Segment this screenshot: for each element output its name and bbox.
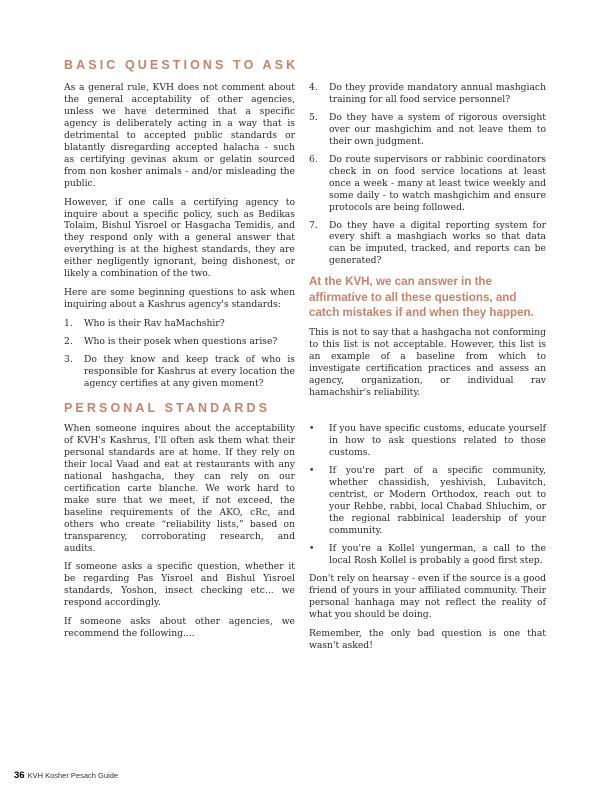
list-item: [309, 543, 546, 567]
question-item: [309, 154, 546, 214]
paragraph: Remember, the only bad question is one that wasn't asked!: [309, 628, 546, 652]
item-number: 1.: [64, 318, 73, 330]
item-text: Do they have a digital reporting system for every shift a mashgiach works so that data can be imputed, tracked, and reports can be generated?: [329, 219, 546, 267]
publication-title: KVH Kosher Pesach Guide: [27, 771, 119, 780]
paragraph: This is not to say that a hashgacha not conforming to this list is not acceptable. However, this list is an example of a baseline from which to investigate certification practices and assess an agency, organization, or individual rav hamachshir's reliability.: [309, 327, 546, 398]
question-item: [309, 112, 546, 148]
item-text: Do they have a system of rigorous oversight over our mashgichim and not leave them to their own judgment.: [329, 111, 546, 147]
recommendation-list: [309, 423, 546, 566]
item-text: Who is their posek when questions arise?: [84, 336, 278, 348]
list-item: [309, 465, 546, 537]
item-text: Who is their Rav haMachshir?: [84, 318, 225, 330]
bullet-icon: •: [309, 464, 315, 476]
question-list: [64, 318, 295, 390]
personal-standards-right-column: [309, 423, 546, 659]
item-text: Do they provide mandatory annual mashgiach training for all food service personnel?: [329, 82, 546, 105]
paragraph: Here are some beginning questions to ask when inquiring about a Kashrus agency's standards:: [64, 287, 295, 311]
paragraph: If someone asks about other agencies, we recommend the following....: [64, 616, 295, 640]
item-text: Do they know and keep track of who is responsible for Kashrus at every location the agency certifies at any given moment?: [84, 354, 295, 389]
item-number: 6.: [309, 153, 318, 165]
item-number: 4.: [309, 82, 318, 93]
page-footer: [14, 770, 118, 781]
item-number: 7.: [309, 219, 318, 231]
question-item: [64, 336, 295, 348]
item-number: 2.: [64, 336, 73, 348]
personal-standards-left-column: [64, 423, 295, 647]
item-text: If you're part of a specific community, whether chassidish, yeshivish, Lubavitch, centrist, or Modern Orthodox, reach out to your Rebbe, rabbi, local Chabad Shluchim, or the regional rabbinical leadership of your community.: [329, 464, 546, 536]
basic-questions-right-column: [309, 82, 546, 406]
item-number: 3.: [64, 354, 73, 366]
question-item: [64, 318, 295, 330]
list-item: [309, 423, 546, 459]
question-item: [309, 82, 546, 106]
paragraph: As a general rule, KVH does not comment about the general acceptability of other agencies, unless we have determined that a specific agency is deliberately acting in a way that is detrimental to accepted public standards or blatantly disregarding accepted halacha - such as certifying gevinas akum or gelatin sourced from non kosher animals - and/or misleading the public.: [64, 82, 295, 189]
question-item: [64, 354, 295, 390]
bullet-icon: •: [309, 423, 315, 434]
bullet-icon: •: [309, 542, 315, 554]
question-item: [309, 220, 546, 268]
section-heading-personal-standards: PERSONAL STANDARDS: [64, 401, 271, 415]
item-number: 5.: [309, 111, 318, 123]
basic-questions-left-column: [64, 82, 295, 397]
paragraph: If someone asks a specific question, whether it be regarding Pas Yisroel and Bishul Yisroel standards, Yoshon, insect checking etc... we respond accordingly.: [64, 561, 295, 609]
paragraph: However, if one calls a certifying agency to inquire about a specific policy, such as Bedikas Tolaim, Bishul Yisroel or Hasgacha Temidis, and they respond only with a general answer that everything is at the highest standards, they are either negligently ignorant, being dishonest, or likely a combination of the two.: [64, 196, 295, 280]
paragraph: Don't rely on hearsay - even if the source is a good friend of yours in your affiliated community. Their personal hanhaga may not reflect the reality of what you should be doing.: [309, 573, 546, 621]
item-text: If you have specific customs, educate yourself in how to ask questions related to those customs.: [329, 423, 546, 458]
item-text: If you're a Kollel yungerman, a call to the local Rosh Kollel is probably a good first step.: [329, 542, 546, 566]
section-heading-basic-questions: BASIC QUESTIONS TO ASK: [64, 58, 299, 72]
paragraph: When someone inquires about the acceptability of KVH's Kashrus, I'll often ask them what their personal standards are at home. If they rely on their local Vaad and eat at restaurants with any national hashgacha, they can rely on our certification carte blanche. We work hard to make sure that we meet, if not exceed, the baseline requirements of the AKO, cRc, and others who create “reliability lists,” based on transparency, corroborating research, and audits.: [64, 423, 295, 554]
item-text: Do route supervisors or rabbinic coordinators check in on food service locations at least once a week - many at least twice weekly and some daily - to watch mashgichim and ensure protocols are being followed.: [329, 153, 546, 213]
callout-statement: At the KVH, we can answer in the affirmative to all these questions, and catch mistakes if and when they happen.: [309, 275, 534, 319]
question-list: [309, 82, 546, 267]
page-number: 36: [14, 770, 25, 781]
